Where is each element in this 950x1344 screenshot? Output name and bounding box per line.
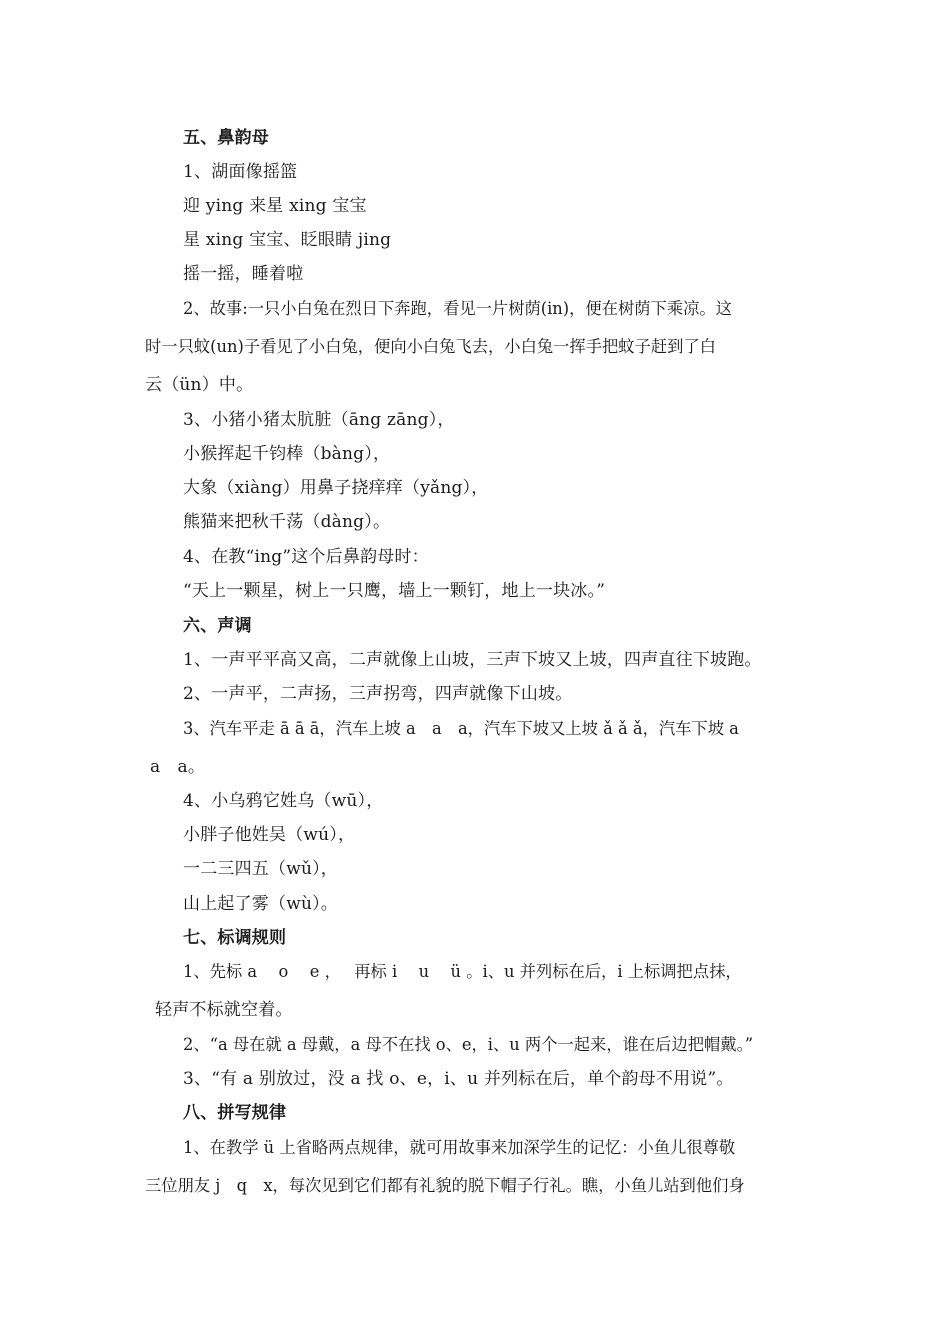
text-line: 熊猫来把秋千荡（dàng）。 [183,512,391,532]
text-line: 2、一声平，二声扬，三声拐弯，四声就像下山坡。 [183,684,573,704]
text-line: 1、在教学 ü 上省略两点规律，就可用故事来加深学生的记忆：小鱼儿很尊敬 [183,1138,736,1157]
text-line: 3、“有 a 别放过，没 a 找 o、e，i、u 并列标在后，单个韵母不用说”。 [183,1069,734,1089]
text-line: 三位朋友 j q x，每次见到它们都有礼貌的脱下帽子行礼。瞧，小鱼儿站到他们身 [145,1176,745,1195]
text-line: a a。 [150,757,206,777]
text-line: 2、故事:一只小白兔在烈日下奔跑，看见一片树荫(in)，便在树荫下乘凉。这 [183,299,732,318]
text-line: 云（ün）中。 [145,375,254,395]
text-line: 1、湖面像摇篮 [183,162,298,182]
text-line: 山上起了雾（wù）。 [183,894,338,914]
text-line: 2、“a 母在就 a 母戴，a 母不在找 o、e，i、u 两个一起来，谁在后边把帽戴。” [183,1035,754,1054]
section-heading: 八、拼写规律 [183,1103,287,1123]
text-line: 3、小猪小猪太肮脏（āng zāng）， [183,410,455,430]
section-heading: 七、标调规则 [183,928,287,948]
text-line: 时一只蚊(un)子看见了小白兔，便向小白兔飞去，小白兔一挥手把蚊子赶到了白 [145,337,716,356]
text-line: 1、先标 a o e ， 再标 i u ü 。i、u 并列标在后，i 上标调把点抹， [183,962,742,981]
text-line: 4、小乌鸦它姓乌（wū）， [183,791,384,811]
text-line: 1、一声平平高又高，二声就像上山坡，三声下坡又上坡，四声直往下坡跑。 [183,650,762,670]
section-heading: 五、鼻韵母 [183,128,269,148]
text-line: “天上一颗星，树上一只鹰，墙上一颗钉，地上一块冰。” [183,581,606,601]
text-line: 3、汽车平走 ā ā ā，汽车上坡 a a a，汽车下坡又上坡 ǎ ǎ ǎ，汽车下坡 a [183,719,739,738]
section-heading: 六、声调 [183,616,252,636]
text-line: 小猴挥起千钧棒（bàng）， [183,444,391,464]
text-line: 小胖子他姓吴（wú）， [183,825,356,845]
text-line: 轻声不标就空着。 [155,1000,293,1020]
text-line: 4、在教“ing”这个后鼻韵母时： [183,547,429,567]
text-line: 迎 ying 来星 xing 宝宝 [183,196,367,216]
text-line: 一二三四五（wǔ）， [183,859,338,879]
text-line: 星 xing 宝宝、眨眼睛 jing [183,230,392,250]
text-line: 摇一摇，睡着啦 [183,264,304,284]
text-line: 大象（xiàng）用鼻子挠痒痒（yǎng）， [183,478,489,498]
